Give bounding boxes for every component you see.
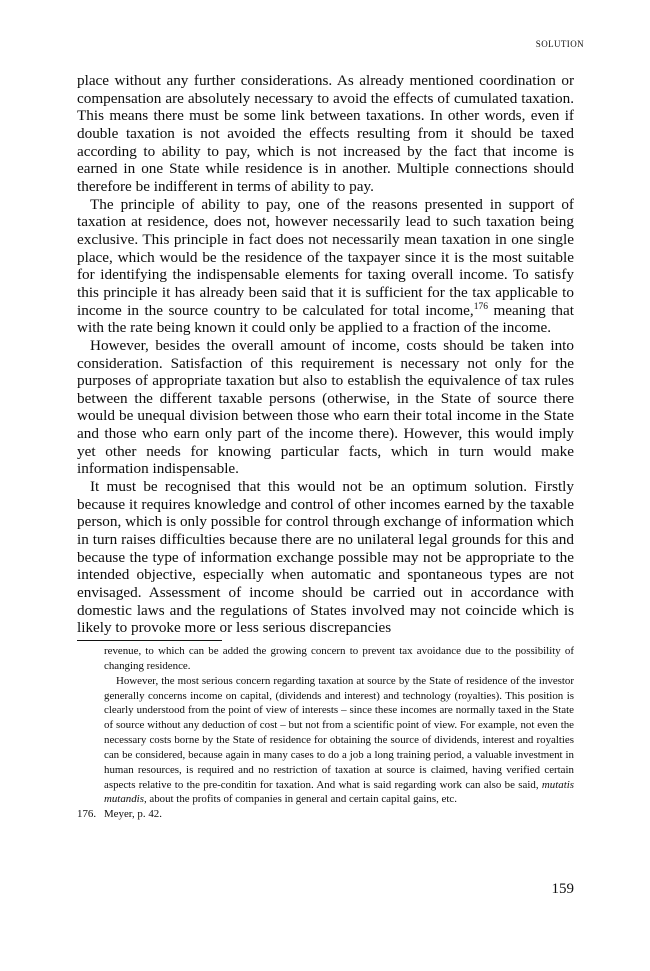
page-number: 159 xyxy=(551,881,574,897)
footnote-continuation-2 xyxy=(104,674,574,808)
footnote-continuation-2-end: , about the profits of companies in general and certain capital gains, etc. xyxy=(143,793,457,806)
footnote-text: Meyer, p. 42. xyxy=(104,808,162,821)
paragraph-2-text-continued: meaning that with the rate being known it could only be applied to a fraction of the income. xyxy=(77,301,574,337)
footnote-continuation-2-text: However, the most serious concern regarding taxation at source by the State of residence of the investor generally concerns income on capital, (dividends and interest) and technology (royalties). This position is clearly understood from the point of view of interests – since these incomes are normally taxed in the State of source without any deduction of cost – but not from a scientific point of view. For example, not even the necessary costs borne by the State of residence for obtaining the source of dividends, interest and royalties can be considered, because again in many cases to do a job a long training period, a valuable investment in human resources, is required and no restriction of taxation at source is claimed, having verified certain aspects relative to the pre-conditin for taxation. And what is said regarding work can also be said, xyxy=(104,674,574,791)
paragraph-2 xyxy=(77,196,574,337)
paragraph-2-text: The principle of ability to pay, one of the reasons presented in support of taxation at residence, does not, however necessarily lead to such taxation being exclusive. This principle in fact does not necessarily mean taxation in one single place, which would be the residence of the taxpayer since it is the most suitable for identifying the indispensable elements for taxing overall income. To satisfy this principle it has already been said that it is sufficient for the tax applicable to income in the source country to be calculated for total income, xyxy=(77,195,574,319)
running-head: SOLUTION xyxy=(535,39,584,49)
footnote-number: 176. xyxy=(77,808,97,821)
footnote-ref-176[interactable]: 176 xyxy=(473,301,488,312)
paragraph-3: However, besides the overall amount of income, costs should be taken into consideration. Satisfaction of this requirement is necessary not only for the purposes of appropriate taxation but also to establish the equivalence of tax rules between the different taxable persons (otherwise, in the State of source there would be unequal division between those who earn their total income in the State and those who earn only part of the income there). However, this would imply yet other needs for knowing particular facts, which in turn would make information indispensable. xyxy=(77,336,574,478)
footnote-italic-phrase: mutatis mutandis xyxy=(104,778,574,806)
footnote-176 xyxy=(77,807,574,822)
body-text xyxy=(77,72,574,637)
footnote-separator xyxy=(77,640,222,641)
footnote-continuation: revenue, to which can be added the growing concern to prevent tax avoidance due to the possibility of changing residence. xyxy=(104,645,574,672)
footnotes xyxy=(77,644,574,822)
paragraph-4: It must be recognised that this would not be an optimum solution. Firstly because it requires knowledge and control of other incomes earned by the taxable person, which is only possible for control through exchange of information which in turn raises difficulties because there are no unilateral legal grounds for this and because the type of information exchange possible may not be appropriate to the intended objective, especially when automatic and spontaneous types are not envisaged. Assessment of income should be carried out in accordance with domestic laws and the regulations of States involved may not coincide which is likely to provoke more or less serious discrepancies xyxy=(77,478,574,637)
paragraph-1: place without any further considerations. As already mentioned coordination or compensation are absolutely necessary to avoid the effects of cumulated taxation. This means there must be some link between taxations. In other words, even if double taxation is not avoided the effects resulting from it should be taxed according to ability to pay, which is not increased by the fact that income is earned in one State while residence is in another. Multiple connections should therefore be indifferent in terms of ability to pay. xyxy=(77,72,574,195)
